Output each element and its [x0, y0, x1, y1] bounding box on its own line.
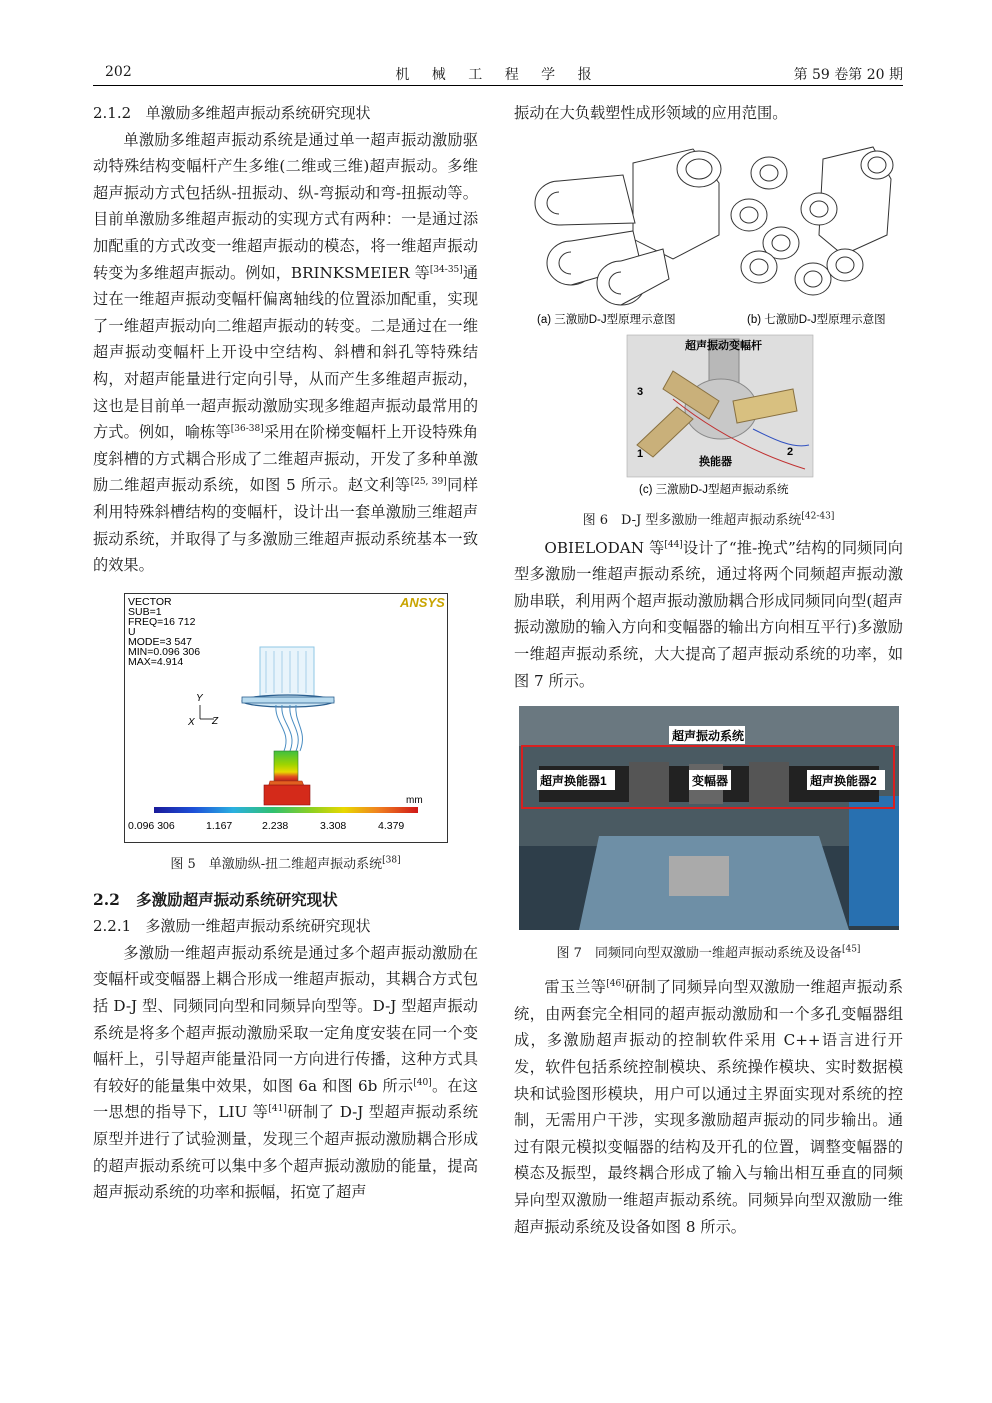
label-horn: 超声振动变幅杆	[684, 339, 762, 352]
scale-label: 3.308	[319, 819, 346, 832]
paragraph	[93, 127, 478, 579]
journal-title: 机 械 工 程 学 报	[395, 67, 601, 83]
caption-text: 图 6 D-J 型多激励一维超声振动系统	[582, 512, 802, 528]
info-line: U	[127, 625, 136, 638]
text-run: 采用在阶梯变幅杆上开设特殊角度斜槽的方式耦合形成了二维超声振动，开发了多种单激励二维超声振动系统，如图 5 所示。赵文利等	[93, 423, 479, 495]
text-run: 雷玉兰等	[544, 978, 607, 997]
header-rule	[93, 85, 903, 86]
scale-label: 1.167	[205, 819, 232, 832]
schematic-a	[535, 149, 721, 305]
citation: [41]	[268, 1104, 287, 1115]
label-2: 2	[786, 445, 793, 458]
color-scale	[154, 807, 418, 813]
info-line: MODE=3 547	[127, 635, 192, 648]
figure-6-graphic	[523, 139, 895, 503]
figure-5	[124, 593, 448, 843]
ansys-logo: ANSYS	[399, 594, 445, 610]
text-run: 研制了 D-J 型超声振动系统原型并进行了试验测量，发现三个超声振动激励耦合形成的超声振动系统可以集中多个超声振动激励的能量，提高超声振动系统的功率和振幅，拓宽了超声	[93, 1103, 478, 1202]
label-transducer: 换能器	[698, 455, 732, 468]
issue-label: 第 59 卷第 20 期	[793, 67, 903, 83]
label-transducer-2: 超声换能器2	[809, 774, 877, 789]
text-run: 设计了“推-挽式”结构的同频同向型多激励一维超声振动系统，通过将两个同频超声振动激励串联，利用两个超声振动激励耦合形成同频同向型(超声振动激励的输入方向和变幅器的输出方向相互平行)多激励一维超声振动系统，大大提高了超声振动系统的功率，如图 7 所示。	[514, 538, 903, 690]
info-line: SUB=1	[127, 605, 162, 618]
schematic-b	[731, 147, 893, 295]
subfigure-c-label: (c) 三激励D-J型超声振动系统	[638, 483, 788, 496]
section-title: 单激励多维超声振动系统研究现状	[145, 104, 371, 122]
text-run: 通过在一维超声振动变幅杆偏离轴线的位置添加配重，实现了一维超声振动向二维超声振动的转变。二是通过在一维超声振动变幅杆上开设中空结构、斜槽和斜孔等特殊结构，对超声能量进行定向引导，从而产生多维超声振动，这也是目前单一超声振动激励实现多维超声振动最常用的方式。例如，喻栋等	[93, 263, 479, 442]
label-3: 3	[636, 385, 643, 398]
paragraph	[514, 535, 903, 695]
text-run: 多激励一维超声振动系统是通过多个超声振动激励在变幅杆或变幅器上耦合形成一维超声振动，其耦合方式包括 D-J 型、同频同向型和同频异向型等。D-J 型超声振动系统是将多个超声振动激励采取一定角度安装在同一个变幅杆上，引导超声能量沿同一方向进行传播，这种方式具有较好的能量集中效果，如图 6a 和图 6b 所示	[93, 943, 478, 1095]
figure-7-photo	[519, 706, 899, 930]
ansys-plot	[124, 593, 448, 843]
text-run: 。在这一思想的指导下，LIU 等	[93, 1076, 478, 1122]
unit-label: mm	[405, 794, 423, 806]
text-run: 研制了同频异向型双激励一维超声振动系统，由两套完全相同的超声振动激励和一个多孔变幅器组成，多激励超声振动的控制软件采用 C++语言进行开发，软件包括系统控制模块、系统操作模块、实时数据模块和试验图形模块，用户可以通过主界面实现对系统的控制，无需用户干涉，实现多激励超声振动的同步输出。通过有限元模拟变幅器的结构及开孔的位置，调整变幅器的模态及振型，最终耦合形成了输入与输出相互垂直的同频异向型双激励一维超声振动系统。同频异向型双激励一维超声振动系统及设备如图 8 所示。	[514, 978, 904, 1236]
caption-text: 图 5 单激励纵-扭二维超声振动系统	[170, 856, 383, 872]
figure-5-caption	[93, 855, 478, 875]
caption-text: 图 7 同频同向型双激励一维超声振动系统及设备	[556, 946, 842, 962]
horn-lower-body	[274, 751, 298, 781]
scale-label: 2.238	[261, 819, 288, 832]
axis-x-label: X	[187, 716, 195, 728]
info-line: FREQ=16 712	[127, 615, 195, 628]
scale-label: 0.096 306	[127, 819, 175, 832]
citation: [40]	[413, 1077, 432, 1088]
paragraph	[93, 940, 478, 1206]
section-title: 多激励一维超声振动系统研究现状	[145, 917, 371, 936]
figure-6-caption	[514, 511, 903, 531]
text-run: 同样利用特殊斜槽结构的变幅杆，设计出一套单激励三维超声振动系统，并取得了与多激励三维超声振动系统基本一致的效果。	[93, 476, 479, 575]
section-number: 2.2	[93, 889, 120, 909]
label-amplifier: 变幅器	[691, 774, 728, 789]
info-line: MIN=0.096 306	[127, 645, 200, 658]
label-1: 1	[636, 447, 643, 460]
citation: [46]	[606, 979, 625, 990]
paragraph-continued: 振动在大负载塑性成形领域的应用范围。	[514, 104, 788, 122]
section-number: 2.1.2	[93, 104, 132, 122]
info-line: MAX=4.914	[127, 655, 183, 668]
section-heading-2-2	[93, 887, 478, 914]
info-line: VECTOR	[127, 595, 172, 608]
scale-label: 4.379	[377, 819, 404, 832]
section-heading-2-1-2	[93, 100, 478, 127]
running-header	[93, 64, 903, 86]
figure-7	[519, 706, 899, 930]
citation: [42-43]	[801, 511, 835, 522]
subfigure-a-label: (a) 三激励D-J型原理示意图	[536, 313, 676, 326]
section-title: 多激励超声振动系统研究现状	[136, 889, 338, 909]
subfigure-b-label: (b) 七激励D-J型原理示意图	[746, 313, 886, 326]
axis-y-label: Y	[195, 692, 203, 704]
page-number: 202	[105, 64, 132, 80]
horn-tip	[264, 785, 310, 805]
text-run: OBIELODAN 等	[544, 538, 665, 557]
citation: [36-38]	[230, 424, 264, 435]
figure-6	[523, 139, 895, 503]
citation: [25, 39]	[410, 477, 447, 488]
text-run: 单激励多维超声振动系统是通过单一超声振动激励驱动特殊结构变幅杆产生多维(二维或三维)超声振动。多维超声振动方式包括纵-扭振动、纵-弯振动和弯-扭振动等。目前单激励多维超声振动的实现方式有两种：一是通过添加配重的方式改变一维超声振动的模态，将一维超声振动转变为多维超声振动。例如，BRINKSMEIER 等	[93, 130, 478, 282]
left-column	[93, 100, 478, 1206]
section-number: 2.2.1	[93, 917, 132, 936]
right-column	[514, 100, 903, 1240]
citation: [34-35]	[429, 264, 463, 275]
label-transducer-1: 超声换能器1	[539, 774, 607, 789]
figure-7-caption	[514, 944, 903, 964]
citation: [45]	[841, 944, 861, 955]
axis-z-label: Z	[211, 715, 218, 727]
section-heading-2-2-1	[93, 913, 478, 940]
label-system: 超声振动系统	[671, 729, 744, 744]
citation: [44]	[664, 539, 683, 550]
paragraph	[514, 974, 903, 1240]
citation: [38]	[382, 855, 401, 866]
